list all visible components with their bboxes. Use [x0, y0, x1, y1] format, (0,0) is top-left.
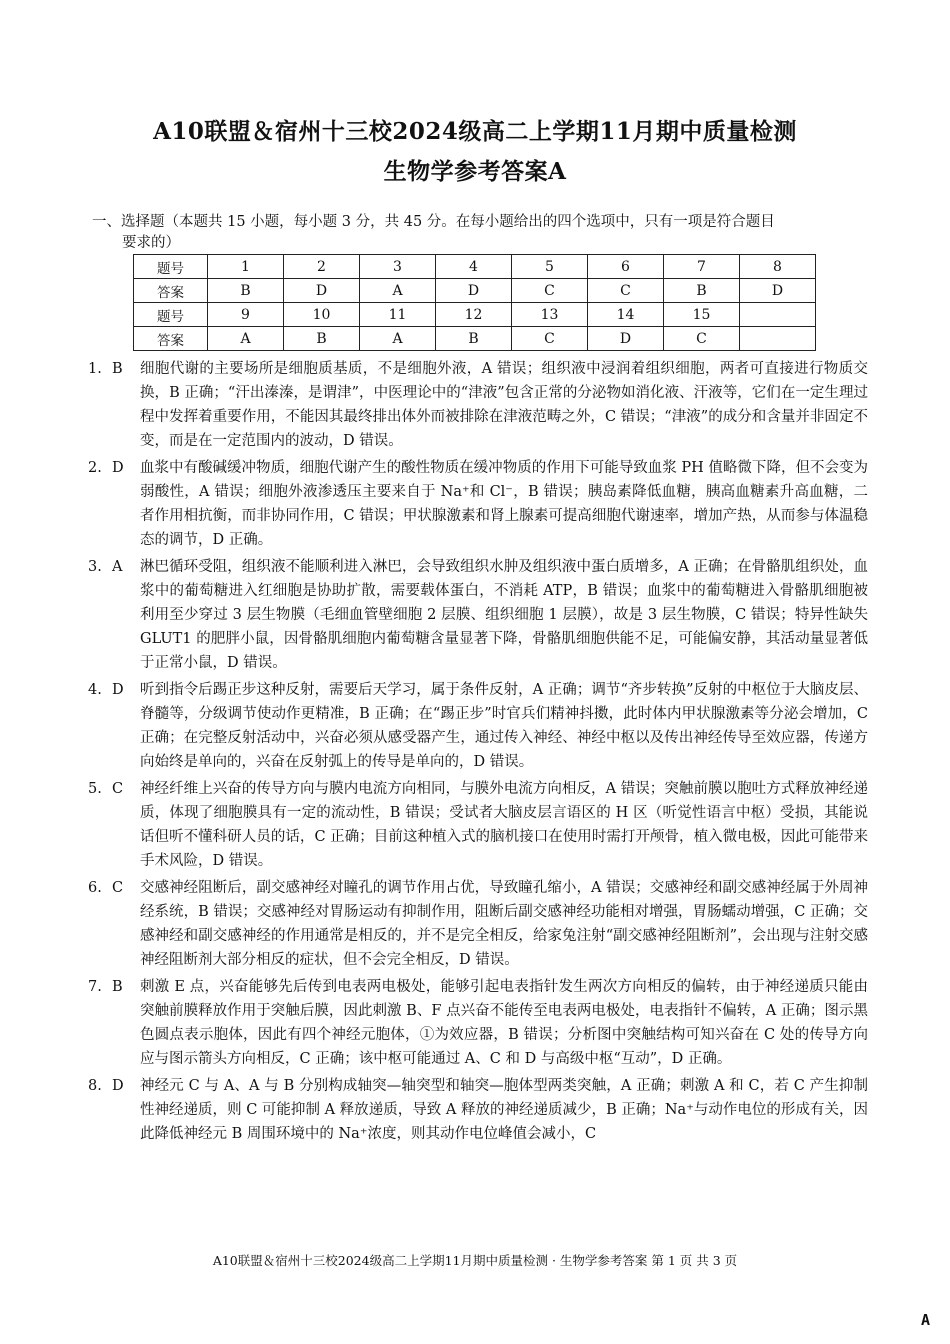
item-text: 听到指令后踢正步这种反射，需要后天学习，属于条件反射，A 正确；调节“齐步转换”反射的中枢位于大脑皮层、脊髓等，分级调节使动作更精准，B 正确；在“踢正步”时官兵们精神抖擞，此时体内甲状腺激素等分泌会增加，C 正确；在完整反射活动中，兴奋必须从感受器产生，通过传入神经、神经中枢以及传出神经传导至效应器，传递方向始终是单向的，兴奋在反射弧上的传导是单向的，D 错误。: [140, 682, 868, 770]
table-cell: B: [664, 279, 740, 303]
table-cell: 9: [208, 303, 284, 327]
table-cell: B: [208, 279, 284, 303]
item-number: 2.: [88, 460, 102, 476]
table-cell: C: [588, 279, 664, 303]
table-cell: D: [284, 279, 360, 303]
item-answer: D: [112, 1078, 124, 1094]
table-cell: C: [512, 279, 588, 303]
table-cell: 10: [284, 303, 360, 327]
item-text: 血浆中有酸碱缓冲物质，细胞代谢产生的酸性物质在缓冲物质的作用下可能导致血浆 PH 值略微下降，但不会变为弱酸性，A 错误；细胞外液渗透压主要来自于 Na⁺和 Cl⁻，B 错误；胰岛素降低血糖，胰高血糖素升高血糖，二者作用相抗衡，而非协同作用，C 错误；甲状腺激素和肾上腺素可提高细胞代谢速率，增加产热，从而参与体温稳态的调节，D 正确。: [140, 460, 868, 548]
item-answer: C: [112, 880, 124, 896]
answer-table: [133, 254, 816, 351]
table-cell: [740, 303, 816, 327]
corner-mark: A: [921, 1311, 931, 1329]
item-text: 神经纤维上兴奋的传导方向与膜内电流方向相同，与膜外电流方向相反，A 错误；突触前膜以胞吐方式释放神经递质，体现了细胞膜具有一定的流动性，B 错误；受试者大脑皮层言语区的 H 区（听觉性语言中枢）受损，其能说话但听不懂科研人员的话，C 正确；目前这种植入式的脑机接口在使用时需打开颅骨，植入微电极，因此可能带来手术风险，D 错误。: [140, 781, 868, 869]
table-cell: 8: [740, 255, 816, 279]
page-footer: A10联盟＆宿州十三校2024级高二上学期11月期中质量检测 · 生物学参考答案 第 1 页 共 3 页: [212, 1253, 738, 1268]
item-answer: B: [112, 361, 123, 377]
item-answer: C: [112, 781, 124, 797]
item-text: 细胞代谢的主要场所是细胞质基质，不是细胞外液，A 错误；组织液中浸润着组织细胞，两者可直接进行物质交换，B 正确；“汗出溱溱，是谓津”，中医理论中的“津液”包含正常的分泌物如消化液、汗液等，它们在一定生理过程中发挥着重要作用，不能因其最终排出体外而被排除在津液范畴之外，C 错误；“津液”的成分和含量并非固定不变，而是在一定范围内的波动，D 错误。: [140, 361, 868, 449]
explanation-item: [88, 876, 868, 972]
row-label: 题号: [134, 255, 208, 279]
table-cell: D: [740, 279, 816, 303]
row-label: 答案: [134, 327, 208, 351]
item-number: 5.: [88, 781, 102, 797]
table-cell: 13: [512, 303, 588, 327]
item-text: 刺激 E 点，兴奋能够先后传到电表两电极处，能够引起电表指针发生两次方向相反的偏转，由于神经递质只能由突触前膜释放作用于突触后膜，因此刺激 B、F 点兴奋不能传至电表两电极处，电表指针不偏转，A 正确；图示黑色圆点表示胞体，因此有四个神经元胞体，①为效应器，B 错误；分析图中突触结构可知兴奋在 C 处的传导方向应与图示箭头方向相反，C 正确；该中枢可能通过 A、C 和 D 与高级中枢“互动”，D 正确。: [140, 979, 868, 1067]
table-cell: 2: [284, 255, 360, 279]
table-cell: 5: [512, 255, 588, 279]
section-heading: [92, 212, 872, 254]
table-cell: A: [360, 279, 436, 303]
table-cell: 11: [360, 303, 436, 327]
table-cell: 6: [588, 255, 664, 279]
table-cell: [740, 327, 816, 351]
item-number: 7.: [88, 979, 102, 995]
table-row: [134, 327, 816, 351]
item-number: 6.: [88, 880, 102, 896]
table-cell: D: [436, 279, 512, 303]
row-label: 答案: [134, 279, 208, 303]
title-line-1: A10联盟＆宿州十三校2024级高二上学期11月期中质量检测: [153, 118, 797, 145]
table-cell: C: [512, 327, 588, 351]
row-label: 题号: [134, 303, 208, 327]
table-cell: D: [588, 327, 664, 351]
table-cell: 12: [436, 303, 512, 327]
explanation-list: [88, 357, 868, 1149]
item-number: 8.: [88, 1078, 102, 1094]
item-number: 4.: [88, 682, 102, 698]
section-heading-line-2: 要求的）: [122, 235, 180, 251]
title-line-2: 生物学参考答案A: [383, 158, 567, 185]
item-answer: A: [112, 559, 123, 575]
explanation-item: [88, 1074, 868, 1146]
table-cell: B: [436, 327, 512, 351]
table-row: [134, 255, 816, 279]
table-cell: A: [360, 327, 436, 351]
table-cell: C: [664, 327, 740, 351]
explanation-item: [88, 777, 868, 873]
explanation-item: [88, 456, 868, 552]
item-text: 交感神经阻断后，副交感神经对瞳孔的调节作用占优，导致瞳孔缩小，A 错误；交感神经和副交感神经属于外周神经系统，B 错误；交感神经对胃肠运动有抑制作用，阻断后副交感神经功能相对增强，胃肠蠕动增强，C 正确；交感神经和副交感神经的作用通常是相反的，并不是完全相反，给家兔注射“副交感神经阻断剂”，会出现与注射交感神经阻断剂大部分相反的症状，但不会完全相反，D 错误。: [140, 880, 868, 968]
item-text: 神经元 C 与 A、A 与 B 分别构成轴突—轴突型和轴突—胞体型两类突触，A 正确；刺激 A 和 C，若 C 产生抑制性神经递质，则 C 可能抑制 A 释放递质，导致 A 释放的神经递质减少，B 正确；Na⁺与动作电位的形成有关，因此降低神经元 B 周围环境中的 Na⁺浓度，则其动作电位峰值会减小，C: [140, 1078, 868, 1142]
table-cell: 15: [664, 303, 740, 327]
table-cell: B: [284, 327, 360, 351]
item-answer: B: [112, 979, 123, 995]
explanation-item: [88, 555, 868, 675]
table-cell: 1: [208, 255, 284, 279]
item-answer: D: [112, 682, 124, 698]
table-cell: 14: [588, 303, 664, 327]
item-answer: D: [112, 460, 124, 476]
explanation-item: [88, 357, 868, 453]
table-row: [134, 303, 816, 327]
table-row: [134, 279, 816, 303]
table-cell: 4: [436, 255, 512, 279]
table-cell: 7: [664, 255, 740, 279]
explanation-item: [88, 975, 868, 1071]
item-text: 淋巴循环受阻，组织液不能顺利进入淋巴，会导致组织水肿及组织液中蛋白质增多，A 正确；在骨骼肌组织处，血浆中的葡萄糖进入红细胞是协助扩散，需要载体蛋白，不消耗 ATP，B 错误；血浆中的葡萄糖进入骨骼肌细胞被利用至少穿过 3 层生物膜（毛细血管壁细胞 2 层膜、组织细胞 1 层膜），故是 3 层生物膜，C 错误；特异性缺失 GLUT1 的肥胖小鼠，因骨骼肌细胞内葡萄糖含量显著下降，骨骼肌细胞供能不足，可能偏安静，其活动量显著低于正常小鼠，D 错误。: [140, 559, 868, 671]
item-number: 1.: [88, 361, 102, 377]
explanation-item: [88, 678, 868, 774]
table-cell: A: [208, 327, 284, 351]
table-cell: 3: [360, 255, 436, 279]
item-number: 3.: [88, 559, 102, 575]
section-heading-line-1: 一、选择题（本题共 15 小题，每小题 3 分，共 45 分。在每小题给出的四个选项中，只有一项是符合题目: [92, 214, 775, 230]
